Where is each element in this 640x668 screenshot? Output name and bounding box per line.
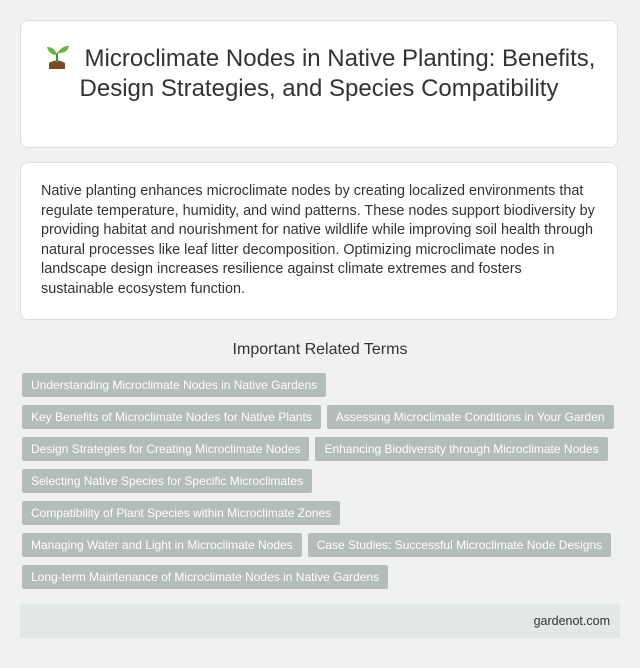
intro-paragraph: Native planting enhances microclimate nodes by creating localized environments that regulate temperature, humidity, and wind patterns. These nodes support biodiversity by providing habitat and nourishment for native wildlife while improving soil health through natural processes like leaf litter decomposition. Optimizing microclimate nodes in landscape design increases resilience against climate extremes and fosters sustainable ecosystem function. [41, 183, 595, 297]
title-card [20, 20, 618, 148]
related-term-tag[interactable]: Compatibility of Plant Species within Microclimate Zones [22, 501, 340, 525]
related-term-tag[interactable]: Assessing Microclimate Conditions in Your Garden [327, 405, 614, 429]
intro-card [20, 162, 618, 320]
related-term-tag[interactable]: Case Studies: Successful Microclimate Node Designs [308, 533, 611, 557]
related-term-tag[interactable]: Long-term Maintenance of Microclimate Nodes in Native Gardens [22, 565, 388, 589]
related-term-tag[interactable]: Enhancing Biodiversity through Microclimate Nodes [315, 437, 607, 461]
footer [20, 604, 620, 638]
footer-site-link[interactable]: gardenot.com [533, 614, 610, 628]
related-term-tag[interactable]: Selecting Native Species for Specific Microclimates [22, 469, 312, 493]
page-title [21, 21, 617, 104]
related-term-tag[interactable]: Key Benefits of Microclimate Nodes for Native Plants [22, 405, 321, 429]
related-term-tag[interactable]: Understanding Microclimate Nodes in Native Gardens [22, 373, 326, 397]
page-title-text: Microclimate Nodes in Native Planting: Benefits, Design Strategies, and Species Compatibility [79, 45, 596, 102]
related-term-tag[interactable]: Managing Water and Light in Microclimate Nodes [22, 533, 302, 557]
related-term-tag[interactable]: Design Strategies for Creating Microclimate Nodes [22, 437, 309, 461]
seedling-icon [43, 43, 71, 69]
related-terms-list [22, 373, 622, 589]
related-terms-heading: Important Related Terms [232, 341, 408, 358]
